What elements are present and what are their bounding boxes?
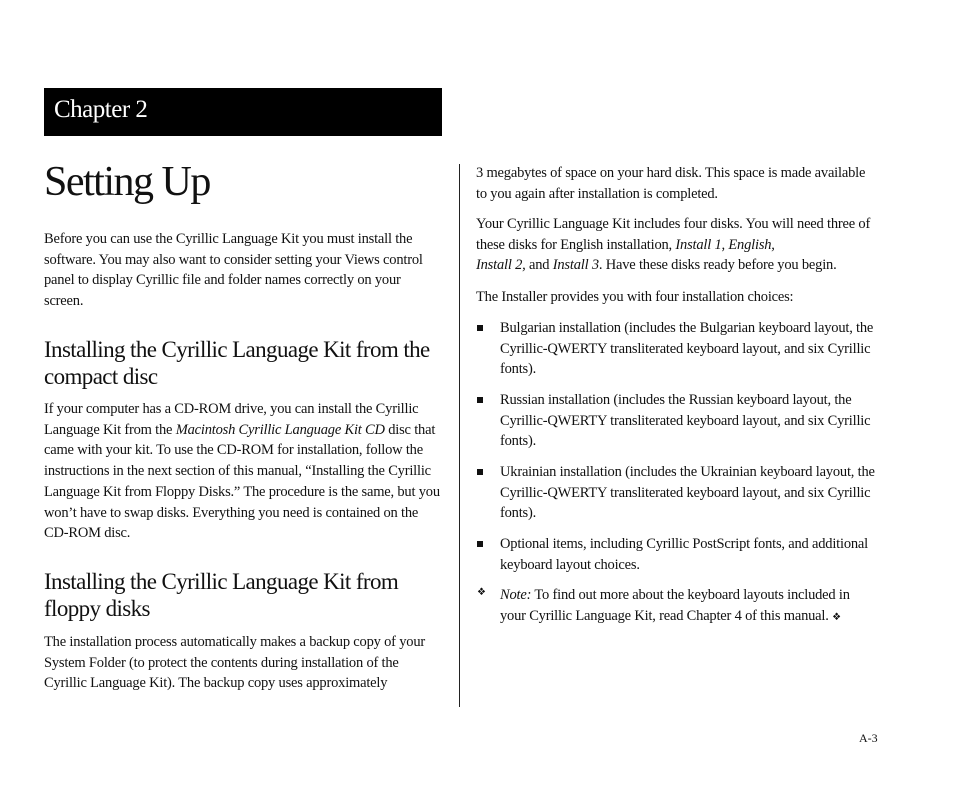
list-item-text: Bulgarian installation (includes the Bulgarian keyboard layout, the Cyrillic-QWERTY transliterated keyboard layout, and six Cyrillic fonts). bbox=[500, 320, 874, 378]
page-number: A-3 bbox=[859, 731, 878, 745]
list-item-text: Ukrainian installation (includes the Ukrainian keyboard layout, the Cyrillic-QWERTY transliterated keyboard layout, and six Cyrillic fonts). bbox=[500, 464, 875, 522]
disks-paragraph bbox=[476, 214, 876, 276]
section-heading-floppy: Installing the Cyrillic Language Kit from floppy disks bbox=[44, 569, 399, 621]
disk-name: Install 3 bbox=[552, 257, 599, 274]
note-block bbox=[476, 585, 876, 629]
diamond-icon: ❖ bbox=[477, 587, 486, 598]
product-name: Macintosh Cyrillic Language Kit CD bbox=[175, 421, 385, 438]
body-text: and bbox=[525, 257, 553, 274]
installation-choices-list bbox=[476, 318, 876, 618]
body-text: Your Cyrillic Language Kit includes four disks. You will need three of these disks for English installation, bbox=[476, 216, 871, 253]
disk-name: Install 1, English, bbox=[675, 236, 775, 253]
end-diamond-icon: ❖ bbox=[832, 611, 841, 623]
column-divider bbox=[459, 164, 460, 707]
section-body-floppy: The installation process automatically makes a backup copy of your System Folder (to protect the contents during installation of the Cyrillic Language Kit). The backup copy uses approximately bbox=[44, 634, 425, 692]
note-text bbox=[500, 585, 878, 628]
continuation-paragraph: 3 megabytes of space on your hard disk. This space is made available to you again after installation is completed. bbox=[476, 165, 866, 202]
body-text: . Have these disks ready before you begin. bbox=[598, 257, 837, 274]
square-bullet-icon bbox=[476, 397, 485, 406]
body-text: To find out more about the keyboard layouts included in your Cyrillic Language Kit, read Chapter 4 of this manual. bbox=[500, 587, 850, 624]
list-item-text: Russian installation (includes the Russian keyboard layout, the Cyrillic-QWERTY transliterated keyboard layout, and six Cyrillic fonts). bbox=[500, 392, 871, 450]
square-bullet-icon bbox=[476, 325, 485, 334]
section-heading-cd: Installing the Cyrillic Language Kit from the compact disc bbox=[44, 337, 430, 389]
disk-name: Install 2, bbox=[476, 257, 526, 274]
page-title: Setting Up bbox=[44, 159, 210, 205]
body-text: If your computer has a CD-ROM drive, you can install the Cyrillic Language Kit from the bbox=[44, 401, 419, 438]
chapter-label: Chapter 2 bbox=[54, 96, 148, 123]
chapter-banner bbox=[44, 88, 442, 136]
intro-paragraph: Before you can use the Cyrillic Language Kit you must install the software. You may also want to consider setting your Views control panel to display Cyrillic file and folder names correctly on your screen. bbox=[44, 231, 423, 310]
choices-intro: The Installer provides you with four installation choices: bbox=[476, 289, 794, 305]
square-bullet-icon bbox=[476, 469, 485, 478]
list-item-text: Optional items, including Cyrillic PostScript fonts, and additional keyboard layout choices. bbox=[500, 536, 868, 573]
square-bullet-icon bbox=[476, 541, 485, 550]
body-text: disc that came with your kit. To use the CD-ROM for installation, follow the instructions in the next section of this manual, “Installing the Cyrillic Language Kit from Floppy Disks.” The procedure is the same, but you won’t have to swap disks. Everything you need is contained on the CD-ROM disc. bbox=[44, 421, 440, 542]
section-body-cd bbox=[44, 399, 442, 544]
note-label: Note: bbox=[500, 587, 532, 603]
